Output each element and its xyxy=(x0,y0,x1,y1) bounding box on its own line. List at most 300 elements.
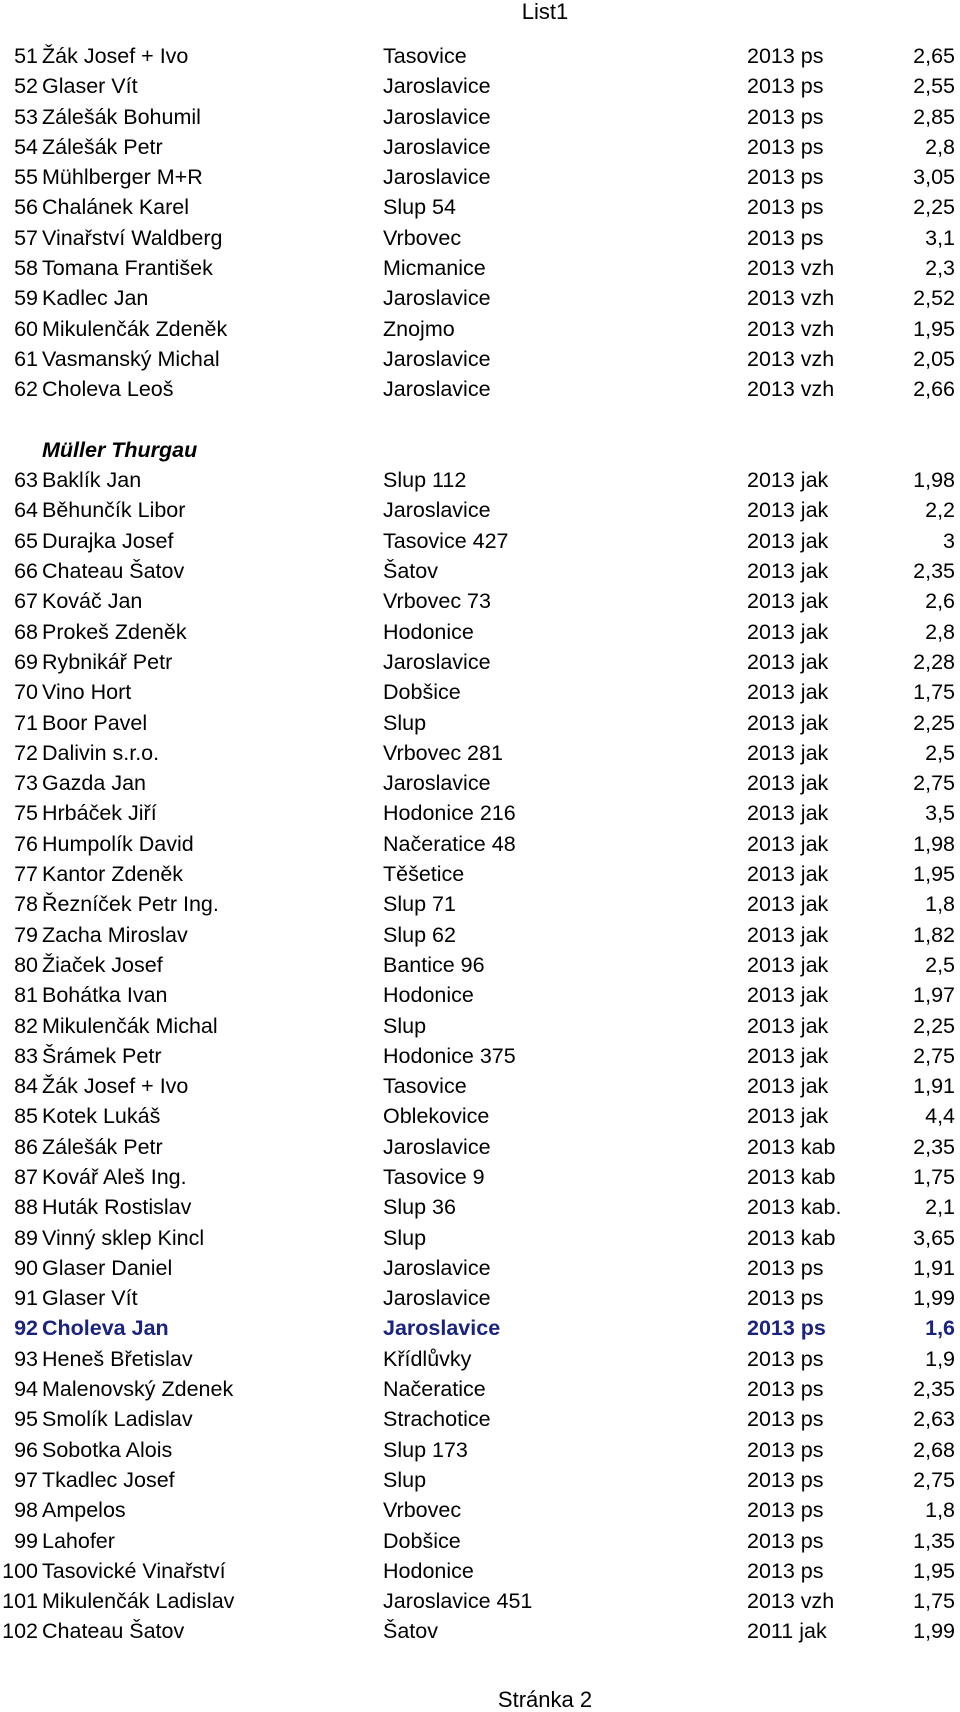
cell-year: 2013 jak xyxy=(747,952,829,977)
cell-value: 1,75 xyxy=(913,1589,955,1614)
cell-value: 1,8 xyxy=(925,892,955,917)
table-row xyxy=(0,1404,960,1434)
blank-row xyxy=(0,405,960,435)
table-row xyxy=(0,677,960,707)
cell-year: 2013 kab xyxy=(747,1225,836,1250)
cell-year: 2013 jak xyxy=(747,862,829,887)
cell-value: 1,82 xyxy=(913,922,955,947)
table-row xyxy=(0,1616,960,1646)
table-row xyxy=(0,1253,960,1283)
table-row xyxy=(0,920,960,950)
cell-number: 59 xyxy=(14,286,38,311)
cell-name: Zálešák Petr xyxy=(42,1134,163,1159)
cell-place: Strachotice xyxy=(383,1407,491,1432)
cell-number: 87 xyxy=(14,1164,38,1189)
table-row xyxy=(0,1132,960,1162)
table-row xyxy=(0,1011,960,1041)
cell-year: 2013 ps xyxy=(747,1467,824,1492)
cell-name: Smolík Ladislav xyxy=(42,1407,193,1432)
cell-name: Baklík Jan xyxy=(42,468,142,493)
cell-place: Načeratice 48 xyxy=(383,831,516,856)
table-row xyxy=(0,647,960,677)
cell-place: Slup 54 xyxy=(383,195,456,220)
cell-place: Jaroslavice xyxy=(383,74,491,99)
section-title: Müller Thurgau xyxy=(42,437,198,462)
table-row xyxy=(0,495,960,525)
cell-name: Bohátka Ivan xyxy=(42,983,168,1008)
cell-name: Vino Hort xyxy=(42,680,132,705)
cell-value: 2,35 xyxy=(913,1134,955,1159)
table-row xyxy=(0,374,960,404)
cell-year: 2013 jak xyxy=(747,740,829,765)
table-row xyxy=(0,465,960,495)
cell-number: 66 xyxy=(14,559,38,584)
cell-place: Slup 112 xyxy=(383,468,467,493)
cell-year: 2013 jak xyxy=(747,649,829,674)
cell-name: Lahofer xyxy=(42,1528,115,1553)
cell-name: Glaser Daniel xyxy=(42,1255,173,1280)
table-row xyxy=(0,586,960,616)
cell-name: Vasmanský Michal xyxy=(42,346,220,371)
cell-name: Kadlec Jan xyxy=(42,286,149,311)
cell-year: 2013 ps xyxy=(747,225,824,250)
cell-year: 2013 jak xyxy=(747,801,829,826)
cell-place: Slup xyxy=(383,710,427,735)
cell-number: 79 xyxy=(14,922,38,947)
cell-number: 54 xyxy=(14,134,38,159)
cell-value: 1,75 xyxy=(913,680,955,705)
cell-name: Mikulenčák Zdeněk xyxy=(42,316,228,341)
cell-name: Kovář Aleš Ing. xyxy=(42,1164,187,1189)
cell-year: 2013 kab. xyxy=(747,1195,842,1220)
cell-name: Kováč Jan xyxy=(42,589,143,614)
cell-year: 2013 jak xyxy=(747,892,829,917)
table-row xyxy=(0,1495,960,1525)
cell-number: 92 xyxy=(14,1316,38,1341)
page-footer: Stránka 2 xyxy=(497,1687,593,1712)
cell-value: 2,75 xyxy=(913,771,955,796)
cell-year: 2013 jak xyxy=(747,922,829,947)
cell-number: 56 xyxy=(14,195,38,220)
cell-number: 61 xyxy=(14,346,38,371)
cell-number: 97 xyxy=(14,1467,38,1492)
cell-name: Choleva Leoš xyxy=(42,377,174,402)
cell-number: 101 xyxy=(2,1589,38,1614)
cell-number: 51 xyxy=(14,44,38,68)
cell-name: Mikulenčák Ladislav xyxy=(42,1589,235,1614)
cell-year: 2013 jak xyxy=(747,559,829,584)
cell-year: 2013 ps xyxy=(747,1407,824,1432)
cell-number: 70 xyxy=(14,680,38,705)
cell-year: 2013 jak xyxy=(747,498,829,523)
cell-year: 2013 jak xyxy=(747,680,829,705)
cell-value: 1,91 xyxy=(913,1074,955,1099)
cell-name: Gazda Jan xyxy=(42,771,146,796)
cell-number: 84 xyxy=(14,1074,38,1099)
cell-name: Prokeš Zdeněk xyxy=(42,619,187,644)
cell-number: 83 xyxy=(14,1043,38,1068)
cell-place: Bantice 96 xyxy=(383,952,485,977)
table-row xyxy=(0,738,960,768)
cell-name: Zálešák Petr xyxy=(42,134,163,159)
cell-place: Hodonice 216 xyxy=(383,801,516,826)
cell-number: 53 xyxy=(14,104,38,129)
cell-place: Vrbovec 281 xyxy=(383,740,503,765)
cell-number: 89 xyxy=(14,1225,38,1250)
table-row xyxy=(0,1465,960,1495)
cell-number: 78 xyxy=(14,892,38,917)
cell-place: Jaroslavice xyxy=(383,771,491,796)
cell-name: Heneš Břetislav xyxy=(42,1346,193,1371)
cell-name: Šrámek Petr xyxy=(42,1043,162,1068)
table-row xyxy=(0,1283,960,1313)
table-row xyxy=(0,253,960,283)
cell-value: 1,99 xyxy=(913,1286,955,1311)
cell-value: 2,05 xyxy=(913,346,955,371)
table-row xyxy=(0,162,960,192)
cell-number: 77 xyxy=(14,862,38,887)
cell-value: 1,95 xyxy=(913,316,955,341)
cell-number: 94 xyxy=(14,1377,38,1402)
cell-year: 2013 jak xyxy=(747,771,829,796)
table-row xyxy=(0,1526,960,1556)
cell-place: Dobšice xyxy=(383,680,461,705)
cell-place: Jaroslavice xyxy=(383,1134,491,1159)
cell-name: Mikulenčák Michal xyxy=(42,1013,218,1038)
cell-name: Zacha Miroslav xyxy=(42,922,188,947)
cell-year: 2013 jak xyxy=(747,528,829,553)
cell-year: 2013 vzh xyxy=(747,346,835,371)
cell-year: 2013 vzh xyxy=(747,316,835,341)
table-row xyxy=(0,102,960,132)
cell-year: 2013 ps xyxy=(747,1286,824,1311)
page-header: List1 xyxy=(521,0,569,24)
cell-value: 2,75 xyxy=(913,1043,955,1068)
cell-number: 88 xyxy=(14,1195,38,1220)
cell-number: 98 xyxy=(14,1498,38,1523)
cell-value: 2,68 xyxy=(913,1437,955,1462)
cell-number: 69 xyxy=(14,649,38,674)
cell-year: 2013 ps xyxy=(747,1437,824,1462)
cell-value: 2,6 xyxy=(925,589,955,614)
cell-value: 1,95 xyxy=(913,1558,955,1583)
cell-year: 2013 vzh xyxy=(747,1589,835,1614)
cell-value: 3,1 xyxy=(925,225,955,250)
cell-name: Zálešák Bohumil xyxy=(42,104,201,129)
cell-name: Mühlberger M+R xyxy=(42,165,203,190)
cell-name: Sobotka Alois xyxy=(42,1437,173,1462)
cell-name: Vinný sklep Kincl xyxy=(42,1225,205,1250)
cell-place: Jaroslavice 451 xyxy=(383,1589,533,1614)
cell-number: 86 xyxy=(14,1134,38,1159)
cell-place: Jaroslavice xyxy=(383,286,491,311)
cell-place: Jaroslavice xyxy=(383,1255,491,1280)
cell-value: 4,4 xyxy=(925,1104,955,1129)
cell-number: 72 xyxy=(14,740,38,765)
cell-number: 90 xyxy=(14,1255,38,1280)
cell-number: 60 xyxy=(14,316,38,341)
cell-value: 1,99 xyxy=(913,1619,955,1644)
cell-year: 2013 vzh xyxy=(747,256,835,281)
cell-place: Slup 36 xyxy=(383,1195,456,1220)
table-row xyxy=(0,1586,960,1616)
cell-year: 2013 jak xyxy=(747,468,829,493)
cell-value: 1,98 xyxy=(913,831,955,856)
cell-value: 3 xyxy=(943,528,955,553)
cell-place: Hodonice 375 xyxy=(383,1043,516,1068)
cell-number: 63 xyxy=(14,468,38,493)
table-row xyxy=(0,314,960,344)
cell-name: Hrbáček Jiří xyxy=(42,801,157,826)
table-row xyxy=(0,1344,960,1374)
table-row xyxy=(0,1192,960,1222)
cell-year: 2011 jak xyxy=(747,1619,827,1644)
cell-value: 1,95 xyxy=(913,862,955,887)
cell-value: 1,8 xyxy=(925,1498,955,1523)
table-row xyxy=(0,526,960,556)
table-row xyxy=(0,798,960,828)
cell-year: 2013 jak xyxy=(747,831,829,856)
cell-place: Znojmo xyxy=(383,316,455,341)
table-rows-bottom xyxy=(0,465,960,1647)
cell-year: 2013 ps xyxy=(747,74,824,99)
cell-year: 2013 vzh xyxy=(747,286,835,311)
cell-value: 2,35 xyxy=(913,1377,955,1402)
cell-value: 2,75 xyxy=(913,1467,955,1492)
table-row xyxy=(0,829,960,859)
table-row xyxy=(0,71,960,101)
cell-place: Oblekovice xyxy=(383,1104,490,1129)
cell-value: 2,5 xyxy=(925,952,955,977)
cell-place: Jaroslavice xyxy=(383,1316,501,1341)
table-row xyxy=(0,556,960,586)
cell-year: 2013 ps xyxy=(747,1558,824,1583)
cell-place: Dobšice xyxy=(383,1528,461,1553)
cell-year: 2013 ps xyxy=(747,1498,824,1523)
cell-name: Žiaček Josef xyxy=(42,952,163,977)
cell-number: 102 xyxy=(2,1619,38,1644)
cell-place: Hodonice xyxy=(383,983,474,1008)
cell-year: 2013 jak xyxy=(747,983,829,1008)
cell-value: 2,28 xyxy=(913,649,955,674)
cell-number: 57 xyxy=(14,225,38,250)
cell-value: 3,05 xyxy=(913,165,955,190)
cell-name: Boor Pavel xyxy=(42,710,148,735)
cell-year: 2013 kab xyxy=(747,1134,836,1159)
cell-name: Běhunčík Libor xyxy=(42,498,186,523)
cell-name: Žák Josef + Ivo xyxy=(42,44,189,68)
cell-name: Huták Rostislav xyxy=(42,1195,192,1220)
cell-place: Šatov xyxy=(383,1619,438,1644)
cell-value: 2,5 xyxy=(925,740,955,765)
cell-value: 1,98 xyxy=(913,468,955,493)
cell-year: 2013 kab xyxy=(747,1164,836,1189)
cell-year: 2013 jak xyxy=(747,619,829,644)
cell-number: 96 xyxy=(14,1437,38,1462)
cell-place: Slup xyxy=(383,1225,427,1250)
cell-name: Chateau Šatov xyxy=(42,1619,185,1644)
cell-value: 2,2 xyxy=(925,498,955,523)
cell-number: 65 xyxy=(14,528,38,553)
cell-number: 100 xyxy=(2,1558,38,1583)
cell-number: 67 xyxy=(14,589,38,614)
cell-value: 3,5 xyxy=(925,801,955,826)
cell-value: 2,55 xyxy=(913,74,955,99)
cell-place: Tasovice xyxy=(383,1074,467,1099)
cell-name: Kantor Zdeněk xyxy=(42,862,184,887)
cell-value: 1,35 xyxy=(913,1528,955,1553)
cell-place: Micmanice xyxy=(383,256,486,281)
cell-year: 2013 ps xyxy=(747,44,824,68)
cell-place: Jaroslavice xyxy=(383,134,491,159)
cell-name: Vinařství Waldberg xyxy=(42,225,223,250)
cell-place: Jaroslavice xyxy=(383,104,491,129)
cell-value: 1,91 xyxy=(913,1255,955,1280)
cell-place: Šatov xyxy=(383,559,438,584)
cell-name: Choleva Jan xyxy=(42,1316,169,1341)
cell-name: Ampelos xyxy=(42,1498,126,1523)
cell-number: 81 xyxy=(14,983,38,1008)
table-row xyxy=(0,950,960,980)
table-row xyxy=(0,1071,960,1101)
table-row xyxy=(0,1556,960,1586)
cell-name: Chateau Šatov xyxy=(42,559,185,584)
table-row xyxy=(0,1101,960,1131)
cell-value: 2,25 xyxy=(913,710,955,735)
table-row xyxy=(0,1041,960,1071)
cell-place: Vrbovec 73 xyxy=(383,589,491,614)
cell-name: Tomana František xyxy=(42,256,213,281)
cell-year: 2013 vzh xyxy=(747,377,835,402)
cell-name: Dalivin s.r.o. xyxy=(42,740,160,765)
cell-number: 93 xyxy=(14,1346,38,1371)
cell-place: Slup 71 xyxy=(383,892,456,917)
cell-number: 80 xyxy=(14,952,38,977)
cell-number: 85 xyxy=(14,1104,38,1129)
cell-place: Křídlůvky xyxy=(383,1346,472,1371)
cell-number: 75 xyxy=(14,801,38,826)
cell-year: 2013 ps xyxy=(747,1255,824,1280)
cell-place: Slup 173 xyxy=(383,1437,468,1462)
cell-number: 62 xyxy=(14,377,38,402)
cell-number: 76 xyxy=(14,831,38,856)
table-row xyxy=(0,889,960,919)
cell-place: Vrbovec xyxy=(383,1498,462,1523)
table-row xyxy=(0,1162,960,1192)
cell-number: 52 xyxy=(14,74,38,99)
cell-value: 1,9 xyxy=(925,1346,955,1371)
cell-value: 2,35 xyxy=(913,559,955,584)
cell-year: 2013 jak xyxy=(747,589,829,614)
cell-place: Hodonice xyxy=(383,619,474,644)
cell-place: Slup xyxy=(383,1467,427,1492)
table-row xyxy=(0,768,960,798)
cell-place: Jaroslavice xyxy=(383,498,491,523)
table-row xyxy=(0,859,960,889)
cell-number: 95 xyxy=(14,1407,38,1432)
cell-year: 2013 ps xyxy=(747,134,824,159)
table-row xyxy=(0,283,960,313)
cell-name: Řezníček Petr Ing. xyxy=(42,892,219,917)
cell-number: 55 xyxy=(14,165,38,190)
cell-place: Jaroslavice xyxy=(383,1286,491,1311)
cell-name: Malenovský Zdenek xyxy=(42,1377,234,1402)
cell-year: 2013 jak xyxy=(747,1104,829,1129)
cell-place: Jaroslavice xyxy=(383,377,491,402)
table-row xyxy=(0,223,960,253)
cell-value: 2,63 xyxy=(913,1407,955,1432)
table-row xyxy=(0,344,960,374)
cell-year: 2013 jak xyxy=(747,710,829,735)
cell-place: Slup xyxy=(383,1013,427,1038)
table-row xyxy=(0,708,960,738)
cell-name: Kotek Lukáš xyxy=(42,1104,161,1129)
cell-name: Glaser Vít xyxy=(42,74,138,99)
cell-place: Slup 62 xyxy=(383,922,456,947)
cell-name: Tasovické Vinařství xyxy=(42,1558,226,1583)
cell-place: Tasovice 427 xyxy=(383,528,509,553)
cell-value: 2,8 xyxy=(925,134,955,159)
cell-number: 99 xyxy=(14,1528,38,1553)
cell-year: 2013 ps xyxy=(747,195,824,220)
cell-value: 1,75 xyxy=(913,1164,955,1189)
cell-name: Durajka Josef xyxy=(42,528,174,553)
cell-year: 2013 ps xyxy=(747,165,824,190)
cell-name: Žák Josef + Ivo xyxy=(42,1074,189,1099)
cell-value: 1,6 xyxy=(925,1316,955,1341)
cell-year: 2013 ps xyxy=(747,1346,824,1371)
cell-year: 2013 jak xyxy=(747,1013,829,1038)
cell-value: 2,25 xyxy=(913,1013,955,1038)
wine-table xyxy=(0,41,960,1647)
table-row xyxy=(0,41,960,71)
cell-value: 2,3 xyxy=(925,256,955,281)
table-row xyxy=(0,1223,960,1253)
cell-value: 1,97 xyxy=(913,983,955,1008)
cell-name: Rybnikář Petr xyxy=(42,649,173,674)
cell-year: 2013 jak xyxy=(747,1074,829,1099)
cell-value: 2,1 xyxy=(925,1195,955,1220)
cell-value: 2,52 xyxy=(913,286,955,311)
cell-number: 91 xyxy=(14,1286,38,1311)
cell-place: Načeratice xyxy=(383,1377,486,1402)
cell-place: Tasovice 9 xyxy=(383,1164,485,1189)
cell-place: Jaroslavice xyxy=(383,346,491,371)
cell-number: 71 xyxy=(14,710,38,735)
cell-name: Tkadlec Josef xyxy=(42,1467,175,1492)
table-row xyxy=(0,1374,960,1404)
table-row xyxy=(0,1435,960,1465)
cell-value: 2,85 xyxy=(913,104,955,129)
cell-number: 82 xyxy=(14,1013,38,1038)
table-rows-top xyxy=(0,41,960,405)
cell-place: Hodonice xyxy=(383,1558,474,1583)
cell-number: 68 xyxy=(14,619,38,644)
section-heading xyxy=(0,435,960,465)
cell-place: Vrbovec xyxy=(383,225,462,250)
cell-number: 64 xyxy=(14,498,38,523)
cell-year: 2013 ps xyxy=(747,1316,826,1341)
cell-number: 58 xyxy=(14,256,38,281)
table-row xyxy=(0,192,960,222)
cell-value: 3,65 xyxy=(913,1225,955,1250)
cell-year: 2013 ps xyxy=(747,1377,824,1402)
cell-place: Jaroslavice xyxy=(383,649,491,674)
cell-year: 2013 jak xyxy=(747,1043,829,1068)
cell-value: 2,65 xyxy=(913,44,955,68)
cell-place: Jaroslavice xyxy=(383,165,491,190)
cell-number: 73 xyxy=(14,771,38,796)
